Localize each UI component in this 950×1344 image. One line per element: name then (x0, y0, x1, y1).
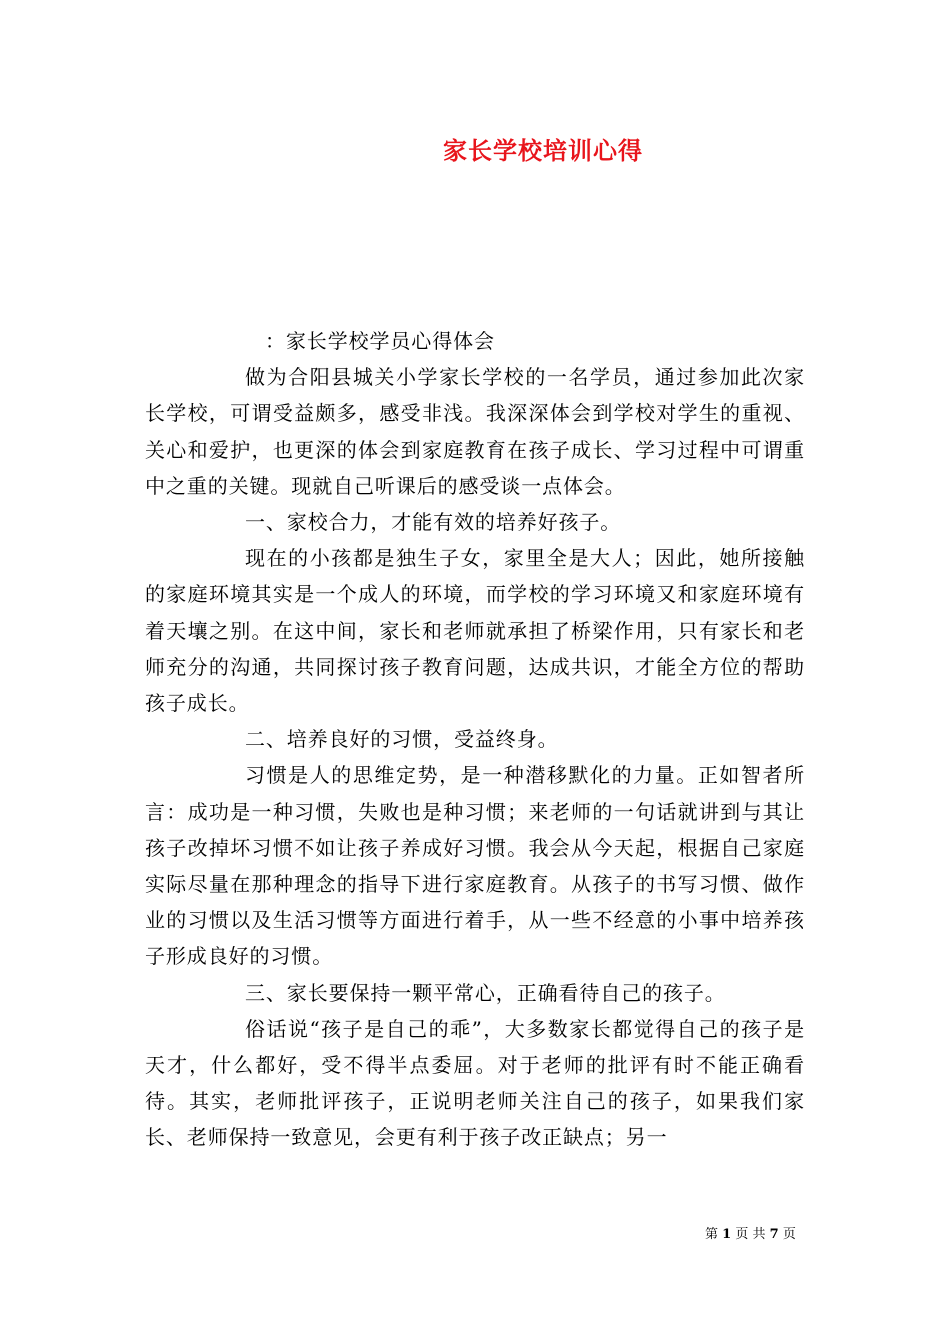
section-heading-3: 三、家长要保持一颗平常心，正确看待自己的孩子。 (245, 980, 726, 1005)
document-subtitle: ：家长学校学员心得体会 (265, 329, 495, 353)
paragraph-section-1: 现在的小孩都是独生子女，家里全是大人；因此，她所接触的家庭环境其实是一个成人的环境，而学校的学习环境又和家庭环境有着天壤之别。在这中间，家长和老师就承担了桥梁作用，只有家长和老师充分的沟通，共同探讨孩子教育问题，达成共识，才能全方位的帮助孩子成长。 (145, 546, 805, 716)
document-title: 家长学校培训心得 (443, 136, 643, 165)
paragraph-section-3: 俗话说“孩子是自己的乖”，大多数家长都觉得自己的孩子是天才，什么都好，受不得半点委屈。对于老师的批评有时不能正确看待。其实，老师批评孩子，正说明老师关注自己的孩子，如果我们家长、老师保持一致意见，会更有利于孩子改正缺点；另一 (145, 1016, 805, 1150)
footer-middle: 页 共 (735, 1227, 766, 1242)
document-body (145, 323, 805, 1156)
footer-current-page: 1 (722, 1227, 732, 1242)
paragraph-intro: 做为合阳县城关小学家长学校的一名学员，通过参加此次家长学校，可谓受益颇多，感受非浅。我深深体会到学校对学生的重视、关心和爱护，也更深的体会到家庭教育在孩子成长、学习过程中可谓重中之重的关键。现就自己听课后的感受谈一点体会。 (145, 365, 805, 498)
page-footer (705, 1226, 815, 1244)
section-heading-2: 二、培养良好的习惯，受益终身。 (245, 727, 559, 752)
paragraph-section-2: 习惯是人的思维定势，是一种潜移默化的力量。正如智者所言：成功是一种习惯，失败也是种习惯；来老师的一句话就讲到与其让孩子改掉坏习惯不如让孩子养成好习惯。我会从今天起，根据自己家庭实际尽量在那种理念的指导下进行家庭教育。从孩子的书写习惯、做作业的习惯以及生活习惯等方面进行着手，从一些不经意的小事中培养孩子形成良好的习惯。 (145, 763, 805, 969)
footer-suffix: 页 (782, 1227, 796, 1242)
footer-prefix: 第 (705, 1227, 719, 1242)
footer-total-pages: 7 (769, 1227, 779, 1242)
section-heading-1: 一、家校合力，才能有效的培养好孩子。 (245, 510, 622, 535)
